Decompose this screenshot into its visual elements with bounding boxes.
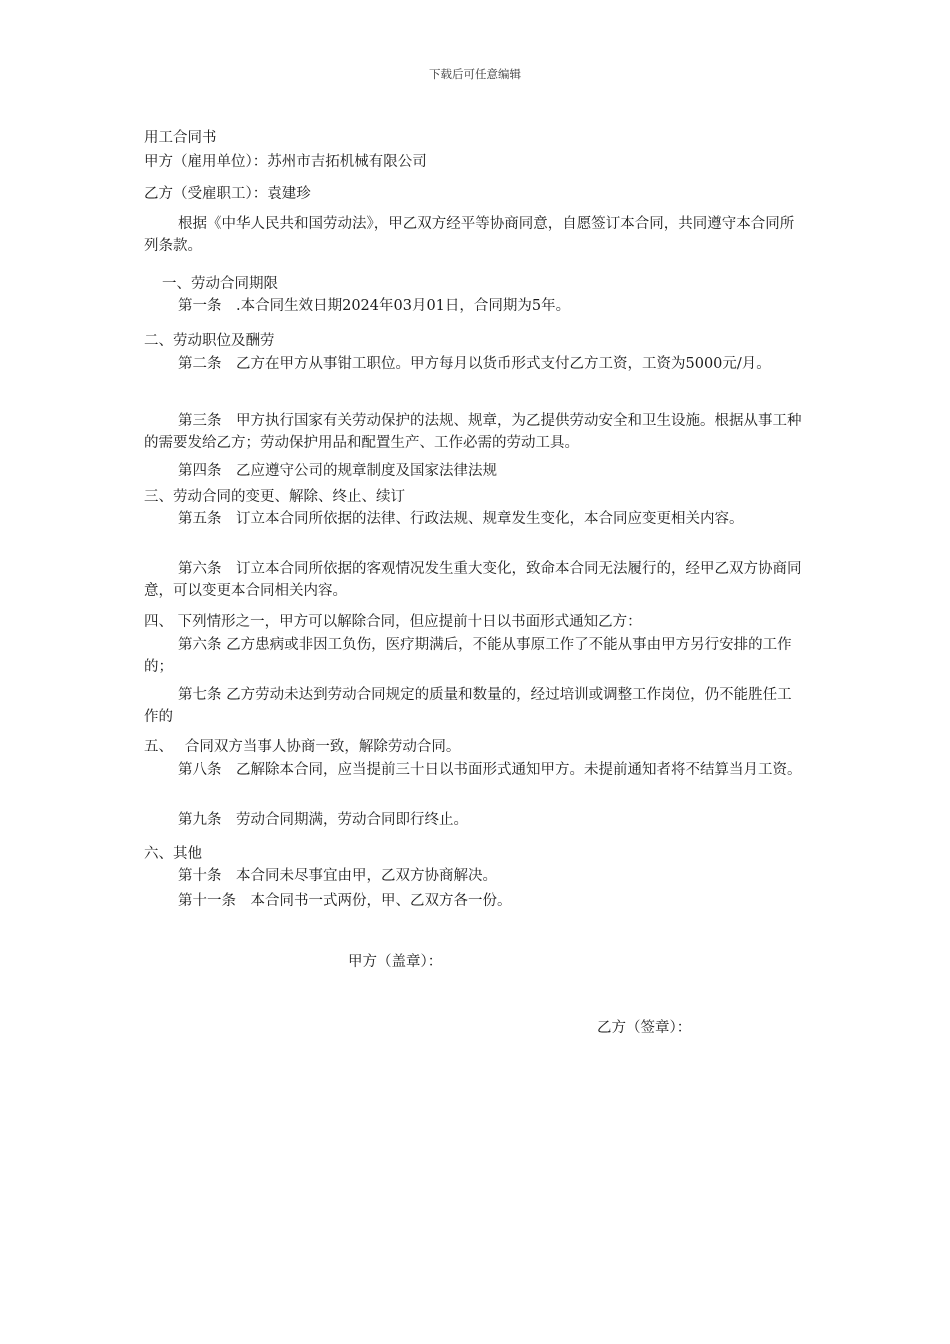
contract-title: 用工合同书	[144, 130, 217, 146]
article-9: 第九条 劳动合同期满，劳动合同即行终止。	[178, 812, 468, 828]
section-heading-5: 五、 合同双方当事人协商一致，解除劳动合同。	[144, 739, 461, 755]
section-heading-3: 三、劳动合同的变更、解除、终止、续订	[144, 489, 405, 505]
article-6b: 第六条 乙方患病或非因工负伤，医疗期满后，不能从事原工作了不能从事由甲方另行安排的工作的；	[144, 637, 792, 675]
article-4: 第四条 乙应遵守公司的规章制度及国家法律法规	[178, 463, 497, 479]
article-6a: 第六条 订立本合同所依据的客观情况发生重大变化，致命本合同无法履行的，经甲乙双方协商同意，可以变更本合同相关内容。	[144, 561, 802, 599]
preamble-paragraph: 根据《中华人民共和国劳动法》，甲乙双方经平等协商同意，自愿签订本合同，共同遵守本合同所列条款。	[144, 216, 795, 254]
article-2: 第二条 乙方在甲方从事钳工职位。甲方每月以货币形式支付乙方工资，工资为5000元/月。	[178, 356, 771, 372]
section-heading-6: 六、其他	[144, 846, 202, 862]
article-7: 第七条 乙方劳动未达到劳动合同规定的质量和数量的，经过培训或调整工作岗位，仍不能胜任工作的	[144, 687, 792, 725]
article-5: 第五条 订立本合同所依据的法律、行政法规、规章发生变化，本合同应变更相关内容。	[178, 511, 744, 527]
article-1: 第一条 .本合同生效日期2024年03月01日，合同期为5年。	[178, 298, 571, 314]
section-heading-2: 二、劳动职位及酬劳	[144, 333, 275, 349]
party-a-signature-label: 甲方（盖章）：	[348, 954, 443, 970]
page-header-note: 下载后可任意编辑	[429, 67, 521, 81]
party-b-line: 乙方（受雇职工）：袁建珍	[144, 186, 311, 202]
article-11: 第十一条 本合同书一式两份，甲、乙双方各一份。	[178, 893, 512, 909]
article-3: 第三条 甲方执行国家有关劳动保护的法规、规章，为乙提供劳动安全和卫生设施。根据从事工种的需要发给乙方；劳动保护用品和配置生产、工作必需的劳动工具。	[144, 413, 802, 451]
article-10: 第十条 本合同未尽事宜由甲，乙双方协商解决。	[178, 868, 497, 884]
section-heading-4: 四、 下列情形之一，甲方可以解除合同，但应提前十日以书面形式通知乙方：	[144, 614, 642, 630]
article-8: 第八条 乙解除本合同，应当提前三十日以书面形式通知甲方。未提前通知者将不结算当月工资。	[178, 762, 802, 778]
section-heading-1: 一、劳动合同期限	[162, 276, 278, 292]
party-b-signature-label: 乙方（签章）：	[597, 1020, 692, 1036]
party-a-line: 甲方（雇用单位）：苏州市吉拓机械有限公司	[144, 154, 427, 170]
